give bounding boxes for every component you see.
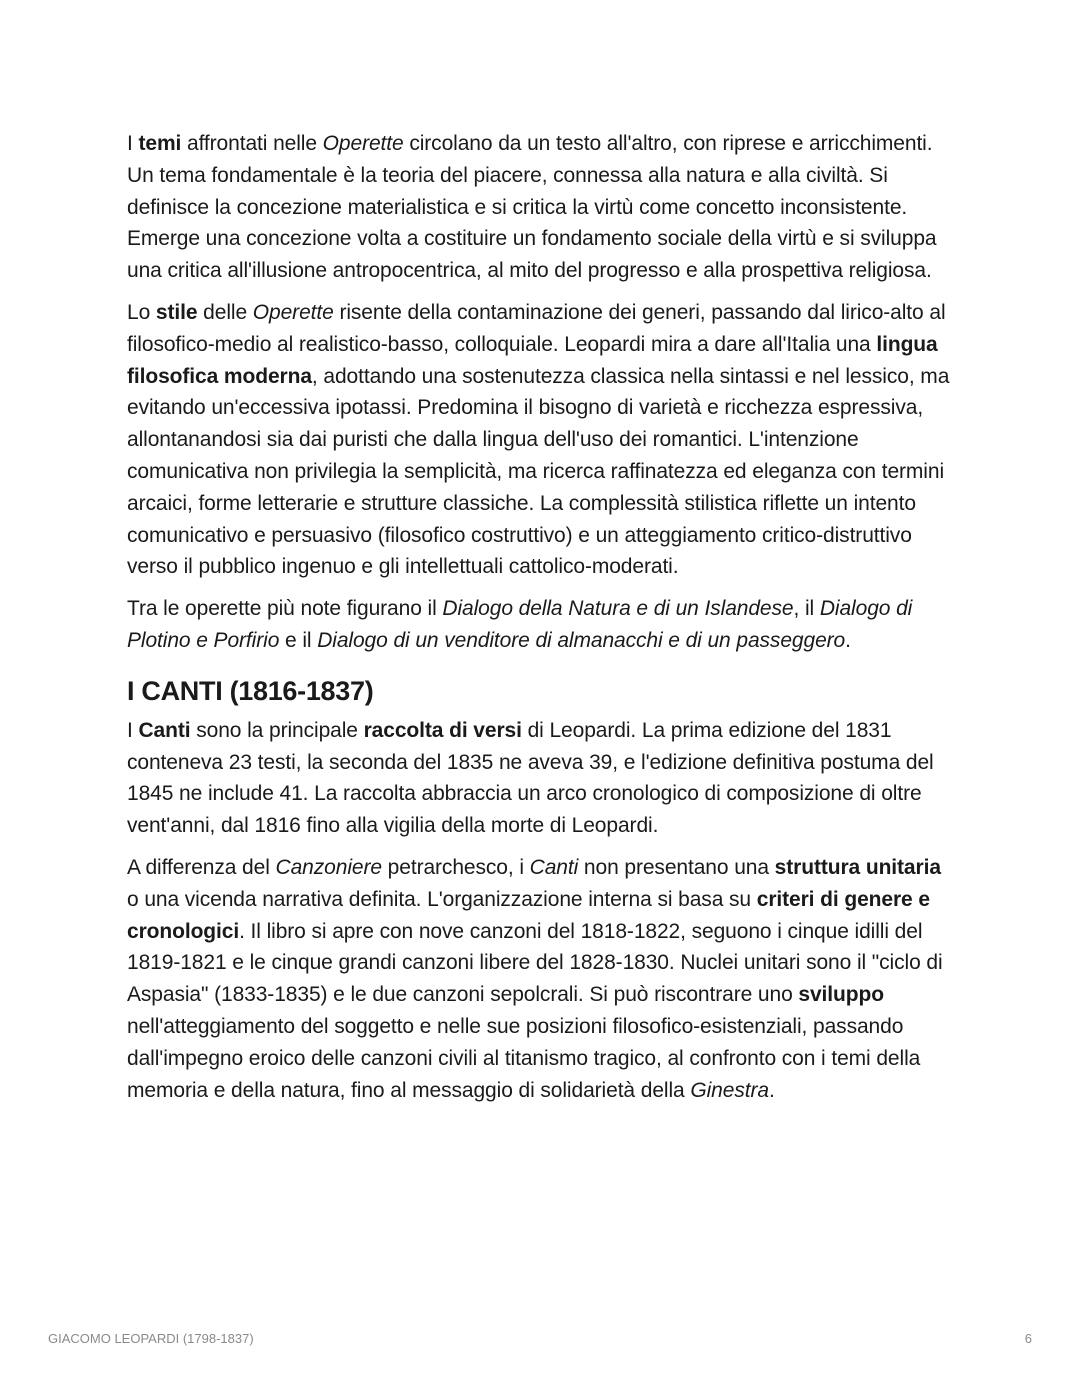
text-span: petrarchesco, i: [381, 855, 530, 879]
paragraph-canti-intro: [127, 715, 957, 842]
page-footer: [48, 1331, 1032, 1346]
text-span: I: [127, 132, 139, 155]
text-span: , il: [793, 597, 820, 621]
text-span: sono la principale: [190, 718, 364, 742]
bold-text: struttura unitaria: [774, 855, 941, 879]
italic-text: Operette: [252, 300, 334, 324]
bold-text: lingua filosofica moderna: [127, 332, 938, 388]
text-span: non presentano una: [578, 855, 775, 879]
text-span: A differenza del: [127, 855, 276, 879]
italic-text: Dialogo di Plotino e Porfirio: [127, 597, 913, 652]
text-span: affrontati nelle: [181, 132, 323, 155]
paragraph-stile: [127, 297, 957, 583]
bold-text: temi: [138, 132, 182, 155]
italic-text: Canti: [529, 855, 579, 879]
italic-text: Dialogo della Natura e di un Islandese: [442, 597, 794, 621]
section-heading: I CANTI (1816-1837): [127, 675, 374, 706]
italic-text: Ginestra: [690, 1078, 769, 1102]
italic-text: Dialogo di un venditore di almanacchi e di un passeggero: [317, 628, 846, 652]
text-span: Tra le operette più note figurano il: [127, 597, 443, 621]
paragraph-temi: [127, 128, 957, 287]
text-span: .: [768, 1078, 775, 1102]
bold-text: stile: [155, 300, 198, 324]
paragraph-canti-struttura: [127, 852, 957, 1106]
text-span: e il: [279, 628, 318, 652]
bold-text: raccolta di versi: [363, 718, 522, 742]
text-span: . Il libro si apre con nove canzoni del 1818-1822, seguono i cinque idilli del 1819-1821 e le cinque grandi canzoni libere del 1828-1830. Nuclei unitari sono il "ciclo di Aspasia" (1833-1835) e le due canzoni sepolcrali. Si può riscontrare uno: [127, 919, 943, 1007]
bold-text: Canti: [138, 718, 191, 742]
page-content: [127, 128, 957, 1116]
text-span: delle: [197, 300, 253, 324]
footer-title: GIACOMO LEOPARDI (1798-1837): [48, 1331, 254, 1346]
text-span: , adottando una sostenutezza classica nella sintassi e nel lessico, ma evitando un'eccessiva ipotassi. Predomina il bisogno di varietà e ricchezza espressiva, allontanandosi sia dai puristi che dalla lingua dell'uso dei romantici. L'intenzione comunicativa non privilegia la semplicità, ma ricerca raffinatezza ed eleganza con termini arcaici, forme letterarie e strutture classiche. La complessità stilistica riflette un intento comunicativo e persuasivo (filosofico costruttivo) e un atteggiamento critico-distruttivo verso il pubblico ingenuo e gli intellettuali cattolico-moderati.: [127, 364, 950, 579]
bold-text: sviluppo: [798, 983, 884, 1007]
text-span: di Leopardi. La prima edizione del 1831 conteneva 23 testi, la seconda del 1835 ne aveva 39, e l'edizione definitiva postuma del 1845 ne include 41. La raccolta abbraccia un arco cronologico di composizione di oltre vent'anni, dal 1816 fino alla vigilia della morte di Leopardi.: [127, 718, 934, 838]
text-span: I: [127, 718, 139, 742]
text-span: .: [845, 628, 851, 652]
text-span: Lo: [127, 300, 156, 324]
italic-text: Canzoniere: [275, 855, 382, 879]
page-number: 6: [1024, 1331, 1032, 1346]
text-span: circolano da un testo all'altro, con riprese e arricchimenti. Un tema fondamentale è la teoria del piacere, connessa alla natura e alla civiltà. Si definisce la concezione materialistica e si critica la virtù come concetto inconsistente. Emerge una concezione volta a costituire un fondamento sociale della virtù e si sviluppa una critica all'illusione antropocentrica, al mito del progresso e alla prospettiva religiosa.: [127, 132, 937, 283]
text-span: risente della contaminazione dei generi, passando dal lirico-alto al filosofico-medio al realistico-basso, colloquiale. Leopardi mira a dare all'Italia una: [127, 300, 946, 356]
text-span: o una vicenda narrativa definita. L'organizzazione interna si basa su: [127, 887, 757, 911]
italic-text: Operette: [322, 132, 404, 155]
bold-text: criteri di genere e cronologici: [127, 887, 930, 943]
text-span: nell'atteggiamento del soggetto e nelle sue posizioni filosofico-esistenziali, passando dall'impegno eroico delle canzoni civili al titanismo tragico, al confronto con i temi della memoria e della natura, fino al messaggio di solidarietà della: [127, 1014, 921, 1102]
paragraph-operette-note: [127, 593, 957, 657]
